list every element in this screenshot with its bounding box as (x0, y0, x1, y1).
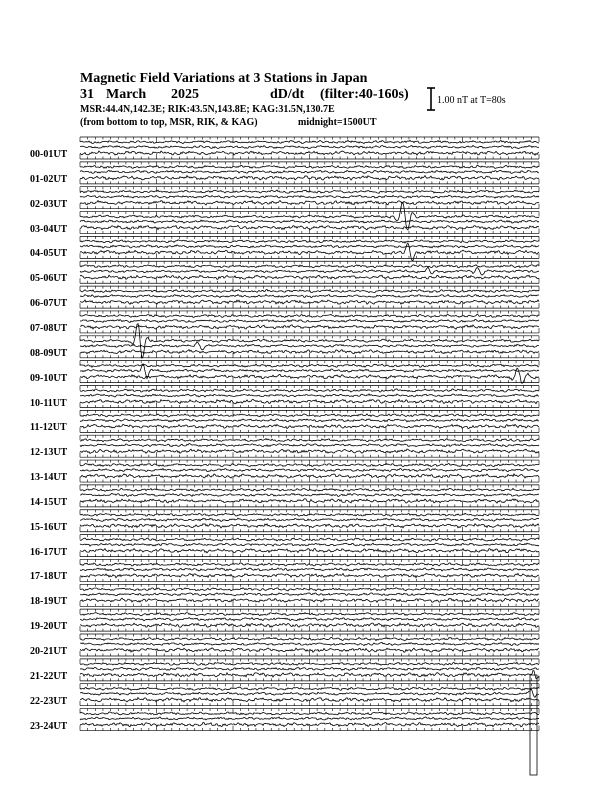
station-order-note: (from bottom to top, MSR, RIK, & KAG) (80, 117, 258, 128)
hour-label: 00-01UT (30, 149, 68, 160)
trace-rik (80, 295, 539, 298)
trace-rik (80, 618, 539, 621)
hour-label: 16-17UT (30, 546, 68, 558)
trace-rik (80, 419, 539, 422)
scale-bar (427, 88, 435, 110)
hour-label: 04-05UT (30, 248, 68, 260)
trace-rik (80, 468, 539, 471)
hour-label: 12-13UT (30, 447, 68, 459)
hour-label: 03-04UT (30, 223, 68, 235)
traces (80, 137, 539, 775)
hour-label: 18-19UT (30, 596, 68, 608)
hour-label: 07-08UT (30, 322, 68, 334)
trace-rik (80, 642, 539, 645)
trace-msr (80, 225, 539, 229)
saturation-box (530, 675, 537, 775)
hour-label: 06-07UT (30, 298, 68, 310)
trace-rik (80, 195, 539, 198)
trace-rik (80, 170, 539, 173)
hour-label: 15-16UT (30, 521, 68, 533)
scale-label: 1.00 nT at T=80s (437, 95, 506, 106)
date-day: 31 (80, 87, 94, 102)
trace-rik (80, 220, 539, 223)
chart-title: Magnetic Field Variations at 3 Stations in Japan (80, 71, 368, 86)
trace-rik (80, 267, 539, 275)
hour-label: 13-14UT (30, 472, 68, 484)
trace-rik (80, 145, 539, 148)
midnight-note: midnight=1500UT (298, 117, 377, 128)
filter-label: (filter:40-160s) (320, 87, 409, 102)
hour-label: 17-18UT (30, 571, 68, 583)
hour-label: 19-20UT (30, 621, 68, 633)
trace-rik (80, 667, 539, 670)
hour-label: 02-03UT (30, 198, 68, 210)
date-month: March (106, 87, 147, 102)
trace-rik (80, 568, 539, 571)
trace-rik (80, 593, 539, 596)
hour-label: 08-09UT (30, 347, 68, 359)
hour-label: 20-21UT (30, 646, 68, 657)
trace-rik (80, 543, 539, 546)
trace-rik (80, 245, 539, 248)
hour-label: 05-06UT (30, 273, 68, 285)
hour-label: 09-10UT (30, 372, 68, 384)
date-year: 2025 (171, 87, 199, 102)
trace-rik (80, 518, 539, 521)
trace-rik (80, 689, 539, 698)
hour-label: 21-22UT (30, 670, 68, 682)
hour-label: 11-12UT (30, 422, 67, 434)
trace-rik (80, 394, 539, 397)
trace-rik (80, 342, 539, 350)
hour-label: 10-11UT (30, 397, 67, 409)
measure-label: dD/dt (270, 87, 305, 102)
hour-label: 14-15UT (30, 496, 68, 508)
trace-rik (80, 444, 539, 447)
trace-rik (80, 493, 539, 496)
stations-coordinates: MSR:44.4N,142.3E; RIK:43.5N,143.8E; KAG:31.5N,130.7E (80, 104, 335, 115)
hour-label: 22-23UT (30, 695, 68, 707)
hour-label: 23-24UT (30, 720, 68, 732)
trace-rik (80, 717, 539, 720)
trace-rik (80, 319, 539, 322)
hour-label: 01-02UT (30, 173, 68, 185)
